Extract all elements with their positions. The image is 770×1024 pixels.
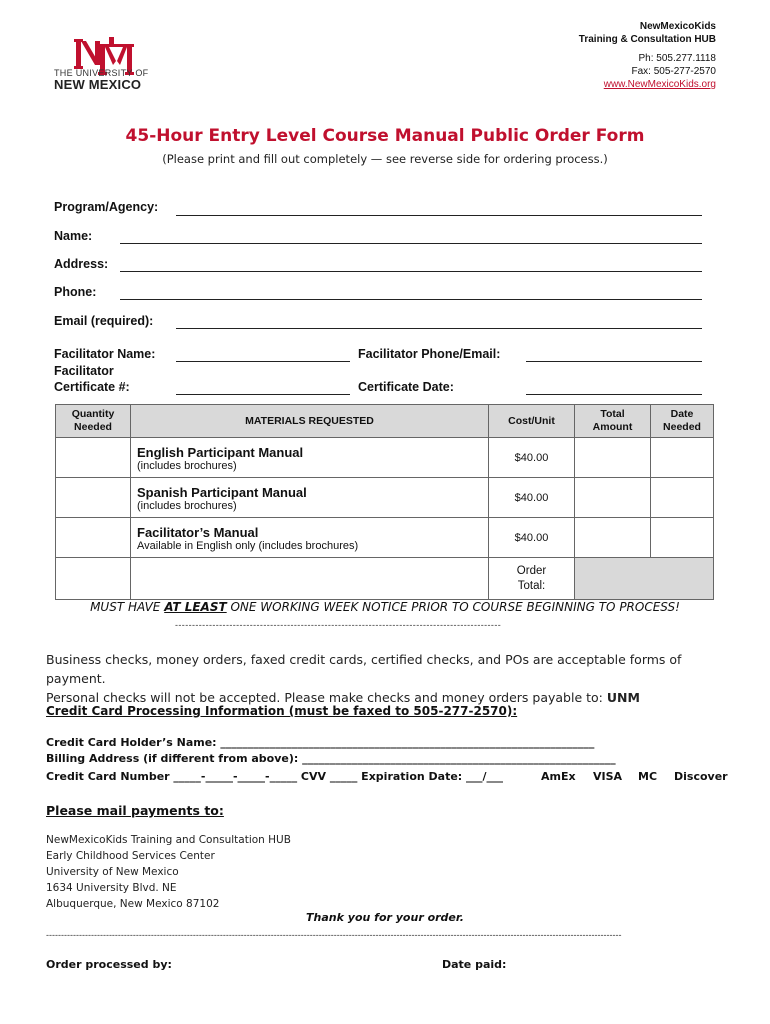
- materials-table: [55, 404, 714, 600]
- item-cell: [131, 478, 489, 518]
- quantity-cell-spanish[interactable]: [56, 478, 131, 518]
- address-line: Albuquerque, New Mexico 87102: [46, 898, 220, 910]
- item-subtitle: Available in English only (includes brochures): [137, 539, 359, 552]
- order-total-value[interactable]: [575, 558, 714, 600]
- credit-card-heading: Credit Card Processing Information (must be faxed to 505-277-2570):: [46, 704, 518, 718]
- certificate-number-field[interactable]: [176, 394, 350, 395]
- hub-fax: Fax: 505-277-2570: [631, 66, 716, 77]
- facilitator-contact-field[interactable]: [526, 361, 702, 362]
- phone-label: Phone:: [54, 285, 97, 299]
- mailing-address: [46, 832, 291, 912]
- table-row: [56, 438, 714, 478]
- university-wordmark: [54, 68, 148, 90]
- facilitator-contact-label: Facilitator Phone/Email:: [358, 347, 501, 361]
- address-label: Address:: [54, 257, 109, 271]
- thank-you-text: Thank you for your order.: [306, 911, 464, 924]
- program-field[interactable]: [176, 215, 702, 216]
- date-paid-label: Date paid:: [442, 958, 507, 971]
- header-total-line1: Total: [600, 408, 625, 420]
- total-cell[interactable]: [575, 518, 651, 558]
- card-holder-field[interactable]: Credit Card Holder’s Name: ____________________________________________________________________: [46, 736, 595, 749]
- item-title: Spanish Participant Manual: [137, 484, 307, 500]
- item-cell: [131, 438, 489, 478]
- facilitator-cert-label-2: Certificate #:: [54, 380, 130, 394]
- hub-contact: [579, 20, 716, 91]
- table-header-row: [56, 405, 714, 438]
- divider: ------------------------------------------------------------------------------------------------------------------------------------------------------------------------------------------------: [46, 930, 622, 940]
- empty-cell: [56, 558, 131, 600]
- cost-cell: $40.00: [489, 518, 575, 558]
- quantity-cell-english[interactable]: [56, 438, 131, 478]
- address-line: Early Childhood Services Center: [46, 850, 215, 862]
- hub-website-link[interactable]: www.NewMexicoKids.org: [603, 79, 716, 90]
- facilitator-name-field[interactable]: [176, 361, 350, 362]
- table-row: [56, 518, 714, 558]
- wordmark-line2: NEW MEXICO: [54, 77, 142, 92]
- date-cell[interactable]: [651, 478, 714, 518]
- certificate-date-label: Certificate Date:: [358, 380, 454, 394]
- facilitator-name-label: Facilitator Name:: [54, 347, 156, 361]
- notice-before: MUST HAVE: [90, 600, 165, 614]
- notice-after: ONE WORKING WEEK NOTICE PRIOR TO COURSE BEGINNING TO PROCESS!: [226, 600, 680, 614]
- page-subtitle: (Please print and fill out completely — see reverse side for ordering process.): [162, 152, 608, 166]
- empty-cell: [131, 558, 489, 600]
- email-field[interactable]: [176, 328, 702, 329]
- payment-line1: Business checks, money orders, faxed credit cards, certified checks, and POs are acceptable forms of payment.: [46, 652, 682, 686]
- item-cell: [131, 518, 489, 558]
- facilitator-cert-label-1: Facilitator: [54, 364, 114, 378]
- name-label: Name:: [54, 229, 93, 243]
- header-materials: MATERIALS REQUESTED: [131, 405, 489, 438]
- email-label: Email (required):: [54, 314, 154, 328]
- order-total-row: [56, 558, 714, 600]
- hub-name: NewMexicoKids: [639, 21, 716, 32]
- page-title: 45-Hour Entry Level Course Manual Public Order Form: [125, 126, 645, 146]
- wordmark-line1: THE UNIVERSITY OF: [54, 68, 149, 78]
- total-cell[interactable]: [575, 478, 651, 518]
- address-line: NewMexicoKids Training and Consultation HUB: [46, 834, 291, 846]
- address-line: University of New Mexico: [46, 866, 179, 878]
- payment-line2-text: Personal checks will not be accepted. Please make checks and money orders payable to:: [46, 690, 607, 705]
- order-total-line1: Order: [516, 564, 547, 577]
- cost-cell: $40.00: [489, 438, 575, 478]
- total-cell[interactable]: [575, 438, 651, 478]
- name-field[interactable]: [120, 243, 702, 244]
- header-quantity-line1: Quantity: [71, 408, 115, 420]
- order-total-line2: Total:: [517, 579, 546, 592]
- program-label: Program/Agency:: [54, 200, 159, 214]
- header-date-line2: Needed: [663, 421, 701, 433]
- notice-emphasis: AT LEAST: [164, 600, 227, 614]
- card-number-field[interactable]: Credit Card Number _____-_____-_____-_____ CVV _____ Expiration Date: ___/___: [46, 770, 504, 783]
- card-type-amex[interactable]: AmEx: [541, 770, 576, 783]
- payment-payee: UNM: [606, 690, 640, 705]
- item-title: Facilitator’s Manual: [137, 524, 259, 540]
- header-total-line2: Amount: [592, 421, 633, 433]
- item-title: English Participant Manual: [137, 444, 304, 460]
- hub-subtitle: Training & Consultation HUB: [578, 34, 716, 45]
- certificate-date-field[interactable]: [526, 394, 702, 395]
- date-cell[interactable]: [651, 438, 714, 478]
- order-total-label: [489, 558, 575, 600]
- order-processed-label: Order processed by:: [46, 958, 172, 971]
- address-line: 1634 University Blvd. NE: [46, 882, 177, 894]
- header-date-line1: Date: [670, 408, 694, 420]
- phone-field[interactable]: [120, 299, 702, 300]
- table-row: [56, 478, 714, 518]
- divider: ------------------------------------------------------------------------------------------------: [175, 620, 502, 630]
- header-cost: Cost/Unit: [489, 405, 575, 438]
- date-cell[interactable]: [651, 518, 714, 558]
- card-type-discover[interactable]: Discover: [674, 770, 728, 783]
- notice-text: [0, 600, 770, 614]
- mail-heading: Please mail payments to:: [46, 803, 224, 818]
- hub-phone: Ph: 505.277.1118: [638, 53, 716, 64]
- item-subtitle: (includes brochures): [137, 499, 237, 512]
- header-total: [575, 405, 651, 438]
- quantity-cell-facilitator[interactable]: [56, 518, 131, 558]
- address-field[interactable]: [120, 271, 702, 272]
- card-type-visa[interactable]: VISA: [593, 770, 623, 783]
- header-date: [651, 405, 714, 438]
- cost-cell: $40.00: [489, 478, 575, 518]
- header-quantity: [56, 405, 131, 438]
- item-subtitle: (includes brochures): [137, 459, 237, 472]
- billing-address-field[interactable]: Billing Address (if different from above): _________________________________________________________: [46, 752, 616, 765]
- card-type-mc[interactable]: MC: [638, 770, 658, 783]
- payment-info: [46, 650, 736, 707]
- header-quantity-line2: Needed: [74, 421, 112, 433]
